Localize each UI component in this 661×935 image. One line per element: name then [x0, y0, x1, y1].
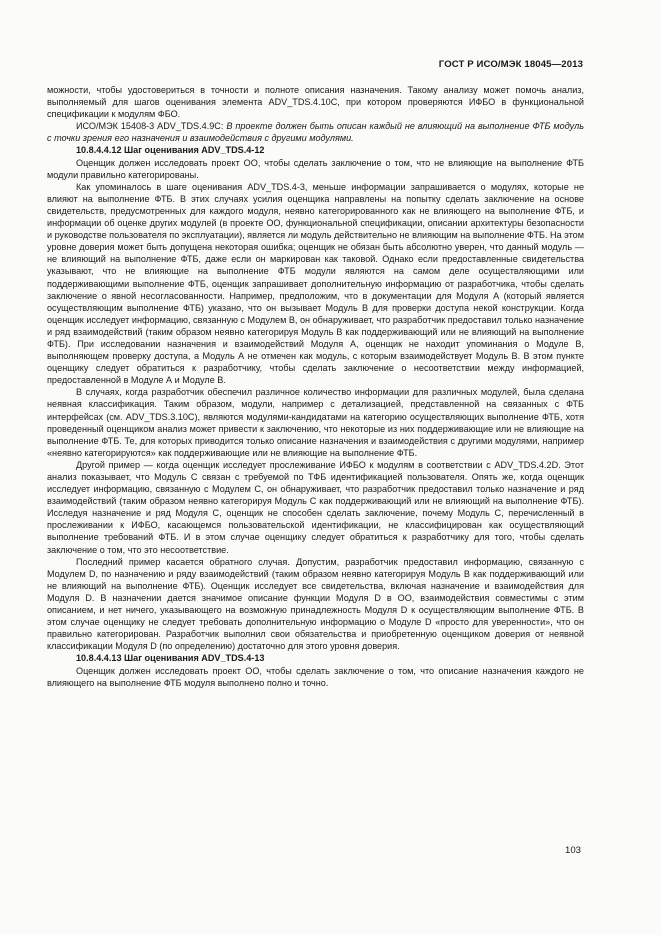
reference-requirement: В проекте должен быть описан каждый не влияющий на выполнение ФТБ модуль с точки зрения его назначения и взаимодействия с другими модулями. [47, 121, 584, 144]
paragraph: Оценщик должен исследовать проект ОО, чтобы сделать заключение о том, что не влияющие на выполнение ФТБ модули правильно категорированы. [47, 157, 584, 180]
paragraph: Последний пример касается обратного случая. Допустим, разработчик предоставил информацию, связанную с Модулем D, по назначению и ряду взаимодействий (таким образом неявно категорируя Модуль В как поддерживающий или не влияющий на выполнение ФТБ). Оценщик исследует все свидетельства, включая назначение и взаимодействия для Модуля D. В назначении дается значимое описание функции Модуля D в ОО, взаимодействия совместимы с этим описанием, и нет ничего, указывающего на возможную принадлежность Модуля D к осуществляющим выполнение ФТБ. В этом случае оценщику не следует требовать дополнительную информацию о Модуле D «просто для уверенности», что он правильно категорирован. Разработчик выполнил свои обязательства и приобретенную оценщиком доверия от неявной классификации Модуля D (по определению) достаточно для этого уровня доверия. [47, 556, 584, 652]
paragraph-reference [47, 120, 584, 144]
document-body [47, 84, 584, 689]
standard-header: ГОСТ Р ИСО/МЭК 18045—2013 [438, 59, 583, 70]
page-number: 103 [564, 845, 581, 856]
section-heading-12: 10.8.4.4.12 Шаг оценивания ADV_TDS.4-12 [76, 145, 265, 156]
paragraph: Как упоминалось в шаге оценивания ADV_TDS.4-3, меньше информации запрашивается о модулях, которые не влияют на выполнение ФТБ. В этих случаях усилия оценщика направлены на попытку сделать заключение на основе свидетельств, предусмотренных для каждого модуля, неявно категорированного как не влияющего на выполнение ФТБ, и информации об оценке других модулей (в проекте ОО, функциональной спецификации, описании архитектуры безопасности и руководстве пользователя по эксплуатации), является ли модуль действительно не влияющим на выполнение ФТБ. На этом уровне доверия может быть допущена некоторая ошибка; оценщик не обязан быть абсолютно уверен, что данный модуль — не влияющий на выполнение ФТБ, даже если он маркирован как таковой. Однако если предоставленные свидетельства указывают, что не влияющие на выполнение ФТБ модули являются на самом деле осуществляющими или поддерживающими выполнение ФТБ, оценщик запрашивает дополнительную информацию от разработчика, чтобы сделать заключение о явной несогласованности. Например, предположим, что в документации для Модуля А (который является осуществляющим выполнение ФТБ) указано, что он вызывает Модуль В для проверки доступа некой конструкции. Когда оценщик исследует информацию, связанную с Модулем В, он обнаруживает, что разработчик предоставил только назначение и ряд взаимодействий (таким образом неявно категорируя Модуль В как поддерживающий или не влияющий на выполнение ФТБ). При исследовании назначения и взаимодействий Модуля А, оценщик не находит упоминания о Модуле В, выполняющем проверку доступа, а Модуль А не отмечен как модуль, с которым взаимодействует Модуль В. В этом пункте оценщику следует обратиться к разработчику, чтобы сделать заключение о несоответствии между информацией, предоставленной в Модуле А и Модуле В. [47, 181, 584, 386]
paragraph-continuation: можности, чтобы удостовериться в точности и полноте описания назначения. Такому анализу может помочь анализ, выполняемый для шагов оценивания элемента ADV_TDS.4.10C, при котором проверяются ИФБО в функциональной спецификации к модулям ФБО. [47, 85, 584, 120]
paragraph: В случаях, когда разработчик обеспечил различное количество информации для различных модулей, была сделана неявная классификация. Таким образом, модули, например с детализацией, представленной на связанных с ФТБ интерфейсах (см. ADV_TDS.3.10C), являются модулями-кандидатами на категорию осуществляющих выполнение ФТБ, хотя проведенный оценщиком анализ может привести к заключению, что некоторые из них поддерживающие или не влияющие на выполнение ФТБ. Те, для которых приводится только описание назначения и взаимодействия с другими модулями, например «неявно категорируются» как поддерживающие или не влияющие на выполнение ФТБ. [47, 387, 584, 458]
reference-id: ИСО/МЭК 15408-3 ADV_TDS.4.9C: [76, 121, 227, 132]
section-heading-13: 10.8.4.4.13 Шаг оценивания ADV_TDS.4-13 [76, 653, 265, 664]
paragraph: Другой пример — когда оценщик исследует прослеживание ИФБО к модулям в соответствии с ADV_TDS.4.2D. Этот анализ показывает, что Модуль С связан с требуемой по ТФБ идентификацией пользователя. Опять же, когда оценщик исследует информацию, связанную с Модулем С, он обнаруживает, что разработчик предоставил только назначение и ряд взаимодействий (таким образом неявно категорируя Модуль С как поддерживающий или не влияющий на выполнение ФТБ). Исследуя назначение и ряд Модуля С, оценщик не способен сделать заключение, почему Модуль С, перечисленный в прослеживании к ИФБО, касающемся пользовательской идентификации, не классифицирован как осуществляющий выполнение требований ФТБ. И в этом случае оценщику следует обратиться к разработчику для того, чтобы сделать заключение о том, что это несоответствие. [47, 459, 584, 555]
paragraph: Оценщик должен исследовать проект ОО, чтобы сделать заключение о том, что описание назначения каждого не влияющего на выполнение ФТБ модуля выполнено полно и точно. [47, 665, 584, 688]
